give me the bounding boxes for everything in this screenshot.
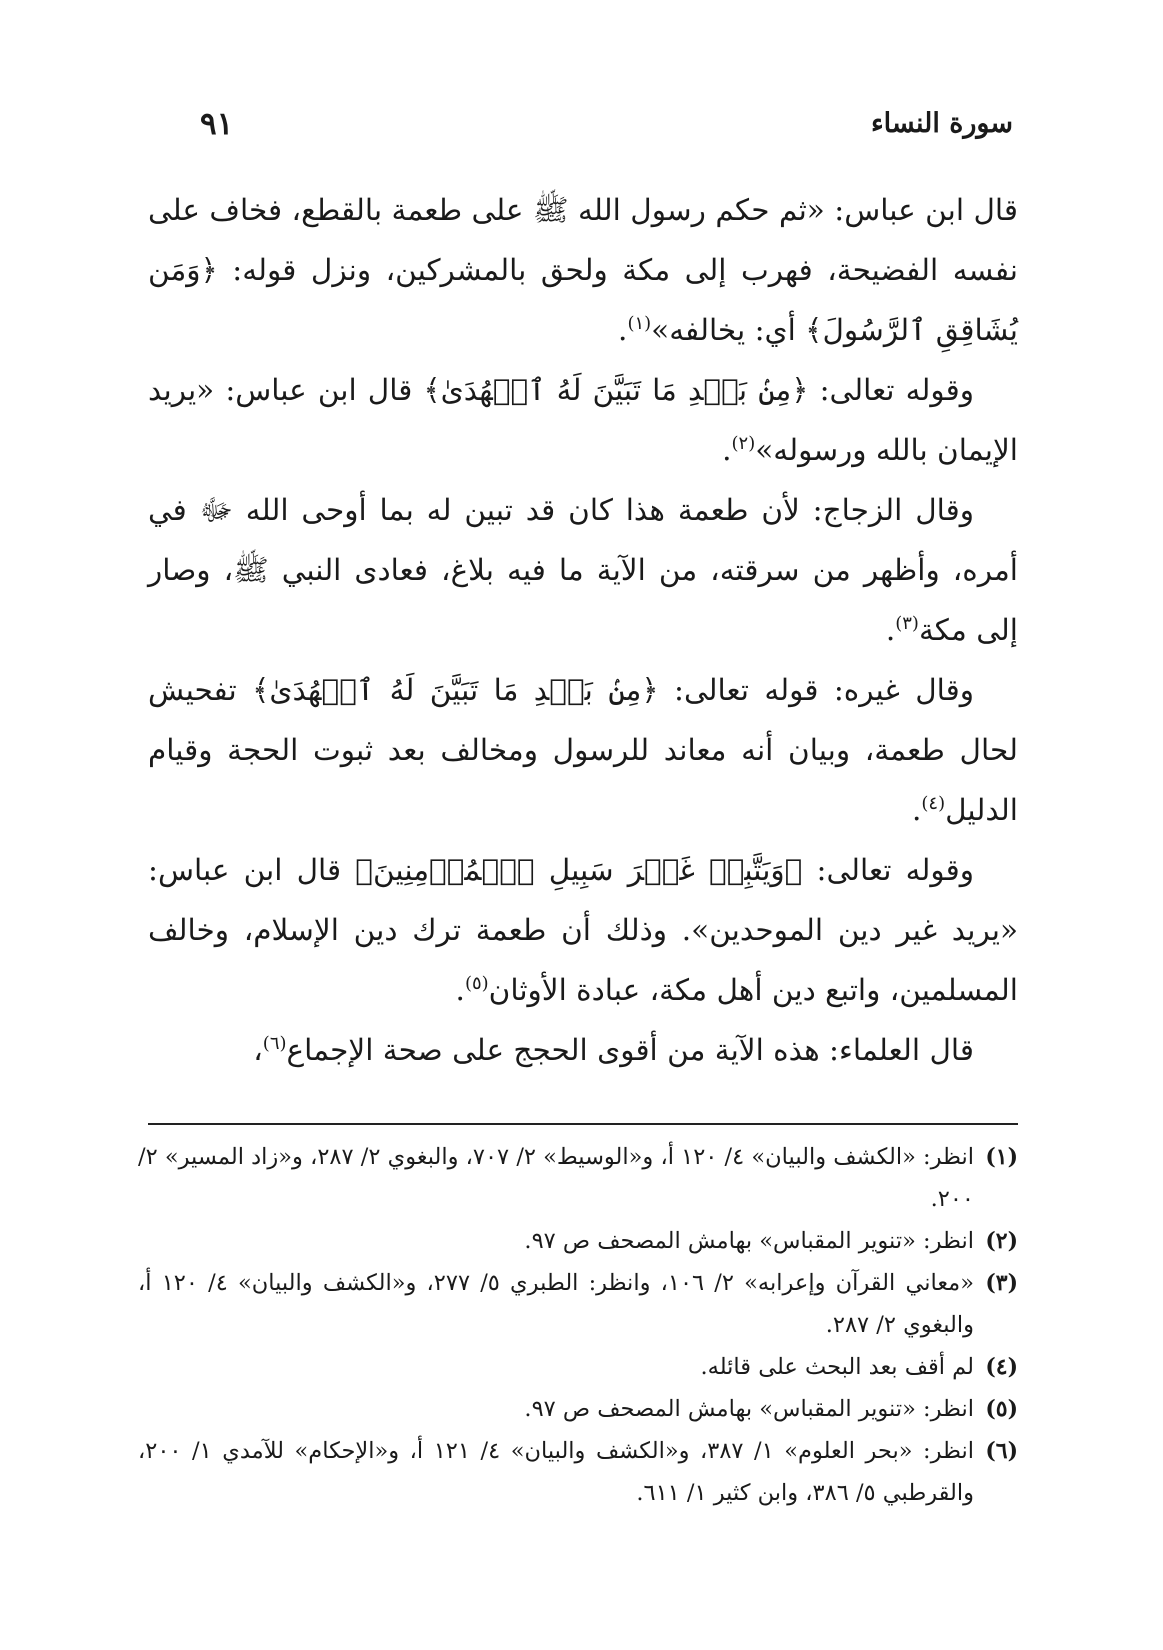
- footnote-text: «معاني القرآن وإعرابه» ٢/ ١٠٦، وانظر: الطبري ٥/ ٢٧٧، و«الكشف والبيان» ٤/ ١٢٠ أ، والبغوي ٢/ ٢٨٧.: [138, 1270, 974, 1338]
- paragraph-text: وقال الزجاج: لأن طعمة هذا كان قد تبين له بما أوحى الله ﷻ في أمره، وأظهر من سرقته، من الآية ما فيه بلاغ، فعادى النبي ﷺ، وصار إلى مكة: [148, 493, 1018, 647]
- footnotes: [138, 1136, 1018, 1514]
- page-header: [200, 108, 1013, 148]
- footnote: [138, 1430, 1018, 1514]
- paragraph: وقوله تعالى: ﴿وَيَتَّبِعۡ غَيۡرَ سَبِيلِ ٱلۡمُؤۡمِنِينَ﴾ قال ابن عباس: «يريد غير دين الموحدين». وذلك أن طعمة ترك دين الإسلام، وخالف المسلمين، واتبع دين أهل مكة، عبادة الأوثان$^{(٥)}$.: [148, 853, 1018, 1007]
- footnote-number: (٦): [985, 1438, 1018, 1464]
- paragraph: وقوله تعالى: ﴿مِنۢ بَعۡدِ مَا تَبَيَّنَ لَهُ ٱلۡهُدَىٰ﴾ قال ابن عباس: «يريد الإيمان بالله ورسوله»$^{(٢)}$.: [148, 373, 1018, 467]
- footnote-ref[interactable]: (٢): [731, 433, 756, 455]
- footnote-text: انظر: «تنوير المقباس» بهامش المصحف ص ٩٧.: [524, 1396, 974, 1422]
- footnote: [138, 1388, 1018, 1430]
- footnote: [138, 1346, 1018, 1388]
- footnote-number: (١): [985, 1144, 1018, 1170]
- paragraph-text: قال ابن عباس: «ثم حكم رسول الله ﷺ على طعمة بالقطع، فخاف على نفسه الفضيحة، فهرب إلى مكة ولحق بالمشركين، ونزل قوله: ﴿وَمَن يُشَاقِقِ ٱلرَّسُولَ﴾ أي: يخالفه»: [148, 193, 1018, 347]
- footnote: [138, 1220, 1018, 1262]
- paragraph: قال العلماء: هذه الآية من أقوى الحجج على صحة الإجماع$^{(٦)}$،: [253, 1033, 974, 1067]
- footnote: [138, 1136, 1018, 1220]
- footnote-number: (٥): [985, 1396, 1018, 1422]
- paragraph: وقال غيره: قوله تعالى: ﴿مِنۢ بَعۡدِ مَا تَبَيَّنَ لَهُ ٱلۡهُدَىٰ﴾ تفحيش لحال طعمة، وبيان أنه معاند للرسول ومخالف بعد ثبوت الحجة وقيام الدليل$^{(٤)}$.: [148, 673, 1018, 827]
- footnote-number: (٣): [985, 1270, 1018, 1296]
- footnote-ref[interactable]: (٣): [895, 613, 919, 635]
- main-text: [148, 180, 1018, 1080]
- paragraph-text: وقوله تعالى: ﴿وَيَتَّبِعۡ غَيۡرَ سَبِيلِ ٱلۡمُؤۡمِنِينَ﴾ قال ابن عباس: «يريد غير دين الموحدين». وذلك أن طعمة ترك دين الإسلام، وخالف المسلمين، واتبع دين أهل مكة، عبادة الأوثان: [148, 853, 1018, 1007]
- paragraph-text: قال العلماء: هذه الآية من أقوى الحجج على صحة الإجماع: [286, 1033, 974, 1067]
- paragraph-text: وقوله تعالى: ﴿مِنۢ بَعۡدِ مَا تَبَيَّنَ لَهُ ٱلۡهُدَىٰ﴾ قال ابن عباس: «يريد الإيمان بالله ورسوله»: [148, 373, 1018, 467]
- footnote-text: لم أقف بعد البحث على قائله.: [700, 1354, 974, 1380]
- footnote-text: انظر: «تنوير المقباس» بهامش المصحف ص ٩٧.: [524, 1228, 974, 1254]
- paragraph: وقال الزجاج: لأن طعمة هذا كان قد تبين له بما أوحى الله ﷻ في أمره، وأظهر من سرقته، من الآية ما فيه بلاغ، فعادى النبي ﷺ، وصار إلى مكة$^{(٣)}$.: [148, 493, 1018, 647]
- paragraph-text: وقال غيره: قوله تعالى: ﴿مِنۢ بَعۡدِ مَا تَبَيَّنَ لَهُ ٱلۡهُدَىٰ﴾ تفحيش لحال طعمة، وبيان أنه معاند للرسول ومخالف بعد ثبوت الحجة وقيام الدليل: [148, 673, 1018, 827]
- footnote-number: (٢): [985, 1228, 1018, 1254]
- footnote-text: انظر: «الكشف والبيان» ٤/ ١٢٠ أ، و«الوسيط» ٢/ ٧٠٧، والبغوي ٢/ ٢٨٧، و«زاد المسير» ٢/ ٢٠٠.: [138, 1144, 975, 1212]
- footnote-ref[interactable]: (١): [627, 313, 652, 335]
- footnote-ref[interactable]: (٦): [262, 1033, 287, 1055]
- footnote-number: (٤): [985, 1354, 1018, 1380]
- footnote-text: انظر: «بحر العلوم» ١/ ٣٨٧، و«الكشف والبيان» ٤/ ١٢١ أ، و«الإحكام» للآمدي ١/ ٢٠٠، والقرطبي ٥/ ٣٨٦، وابن كثير ١/ ٦١١.: [138, 1438, 974, 1506]
- page-number: ٩١: [200, 106, 234, 142]
- running-title: سورة النساء: [870, 108, 1013, 139]
- footnote-ref[interactable]: (٤): [921, 793, 946, 815]
- footnote: [138, 1262, 1018, 1346]
- paragraph: قال ابن عباس: «ثم حكم رسول الله ﷺ على طعمة بالقطع، فخاف على نفسه الفضيحة، فهرب إلى مكة ولحق بالمشركين، ونزل قوله: ﴿وَمَن يُشَاقِقِ ٱلرَّسُولَ﴾ أي: يخالفه»$^{(١)}$.: [148, 193, 1018, 347]
- footnote-separator: [148, 1123, 1018, 1125]
- footnote-ref[interactable]: (٥): [464, 973, 489, 995]
